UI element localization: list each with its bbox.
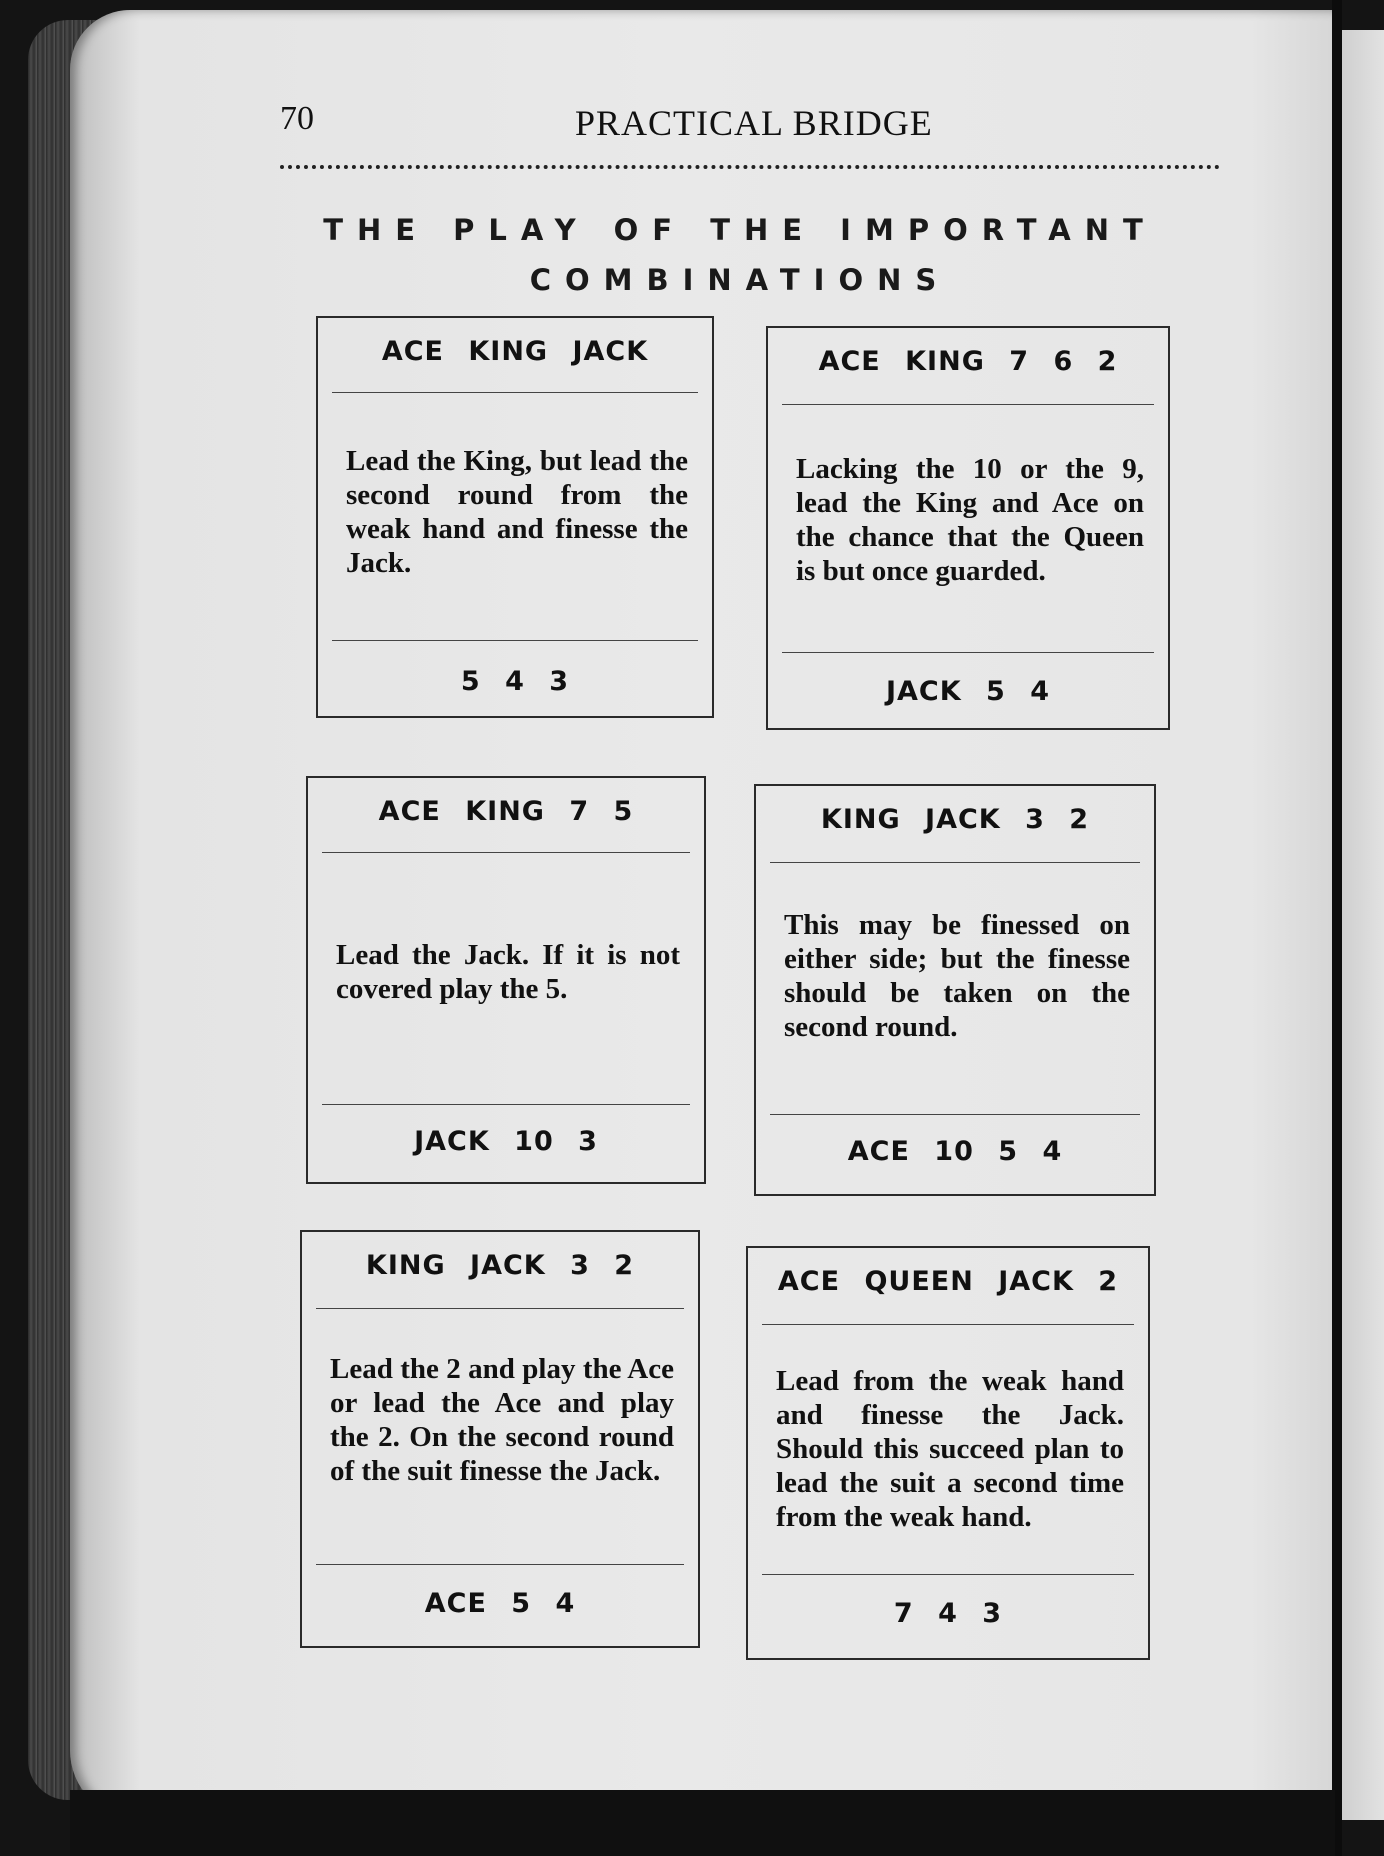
card-top-holding: KING JACK 3 2 — [365, 1250, 635, 1281]
card-divider — [782, 404, 1154, 405]
section-heading — [300, 205, 1180, 305]
section-heading-line-2: COMBINATIONS — [529, 263, 951, 297]
facing-page-edge — [1342, 30, 1384, 1820]
combination-card — [766, 326, 1170, 730]
card-top-holding: ACE KING JACK — [381, 336, 649, 367]
card-bottom-holding: JACK 10 3 — [414, 1126, 598, 1157]
card-top-holding: ACE KING 7 6 2 — [818, 346, 1118, 377]
book-title: PRACTICAL BRIDGE — [575, 103, 933, 143]
card-divider — [332, 392, 698, 393]
card-divider — [762, 1574, 1134, 1575]
card-divider — [762, 1324, 1134, 1325]
card-instruction: Lead the Jack. If it is not covered play the 5. — [336, 939, 680, 1005]
card-bottom-holding: 7 4 3 — [893, 1598, 1003, 1629]
bottom-shadow — [70, 1790, 1335, 1856]
page-number: 70 — [280, 100, 314, 137]
card-instruction: Lead the King, but lead the second round from the weak hand and finesse the Jack. — [346, 445, 688, 579]
book-gutter — [1332, 0, 1342, 1856]
running-head — [0, 100, 1384, 150]
combination-card — [746, 1246, 1150, 1660]
card-bottom-holding: JACK 5 4 — [885, 676, 1051, 707]
combination-card — [754, 784, 1156, 1196]
section-heading-line-1: THE PLAY OF THE IMPORTANT — [323, 213, 1157, 247]
card-divider — [316, 1308, 684, 1309]
card-instruction: This may be finessed on either side; but the finesse should be taken on the second round. — [784, 909, 1130, 1043]
combination-card — [316, 316, 714, 718]
card-divider — [782, 652, 1154, 653]
card-instruction: Lacking the 10 or the 9, lead the King and Ace on the chance that the Queen is but once guarded. — [796, 453, 1144, 587]
card-top-holding: ACE KING 7 5 — [378, 796, 634, 827]
header-rule — [280, 165, 1220, 169]
combination-card — [300, 1230, 700, 1648]
card-top-holding: ACE QUEEN JACK 2 — [777, 1266, 1119, 1297]
card-instruction: Lead the 2 and play the Ace or lead the Ace and play the 2. On the second round of the suit finesse the Jack. — [330, 1353, 674, 1487]
card-bottom-holding: ACE 5 4 — [424, 1588, 576, 1619]
card-divider — [322, 1104, 690, 1105]
card-instruction: Lead from the weak hand and finesse the Jack. Should this succeed plan to lead the suit a second time from the weak hand. — [776, 1365, 1124, 1533]
combination-card — [306, 776, 706, 1184]
card-bottom-holding: 5 4 3 — [460, 666, 570, 697]
card-top-holding: KING JACK 3 2 — [820, 804, 1090, 835]
card-divider — [332, 640, 698, 641]
card-divider — [322, 852, 690, 853]
card-divider — [316, 1564, 684, 1565]
card-divider — [770, 1114, 1140, 1115]
card-divider — [770, 862, 1140, 863]
card-bottom-holding: ACE 10 5 4 — [847, 1136, 1063, 1167]
